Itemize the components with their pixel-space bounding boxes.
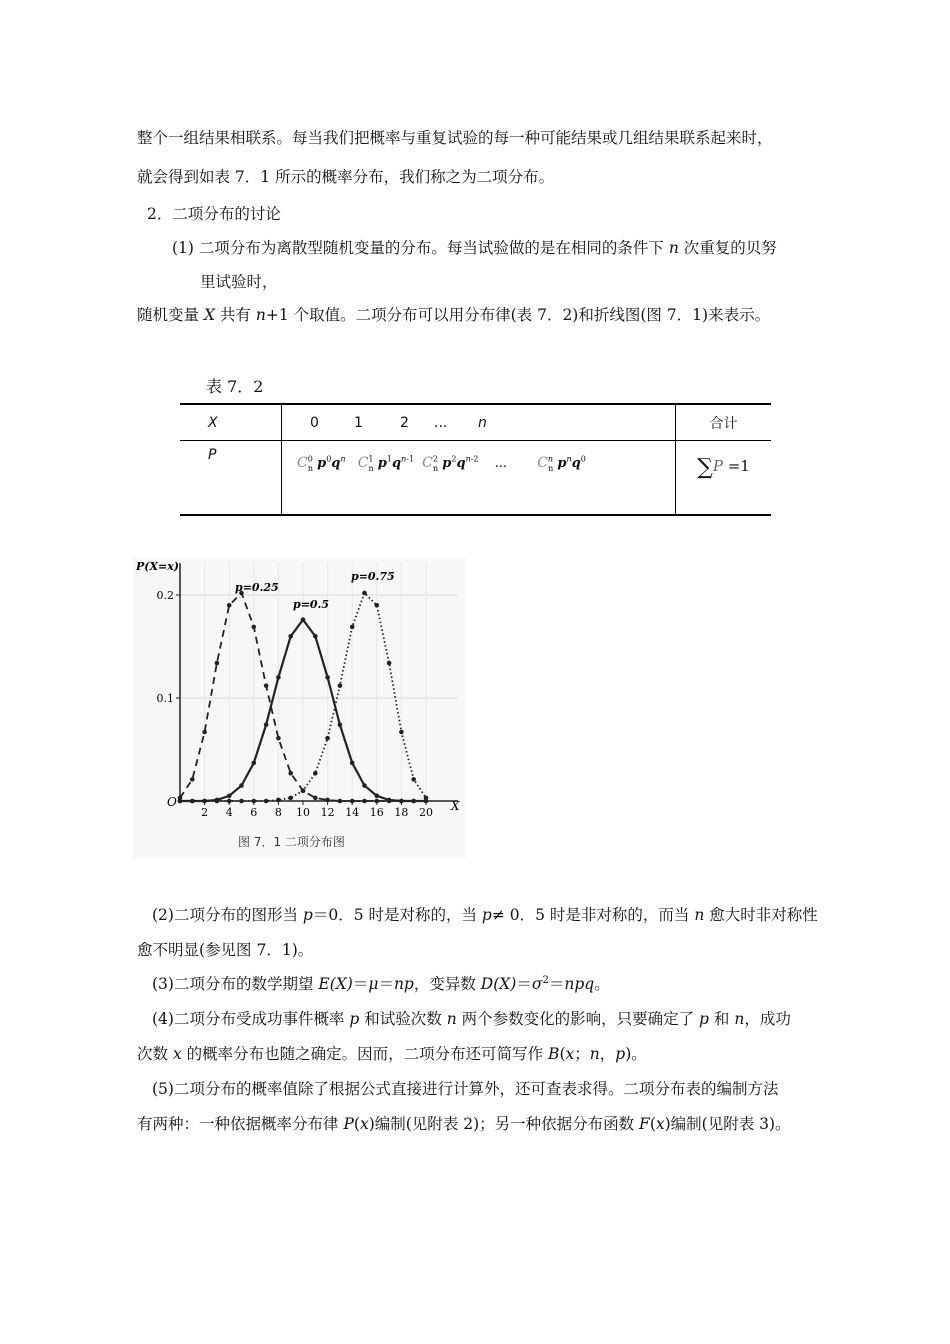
data-point	[338, 799, 343, 804]
text: ；	[574, 1045, 590, 1063]
text: 随机变量	[137, 306, 204, 324]
list-item-4	[152, 1007, 791, 1029]
data-point	[350, 799, 355, 804]
origin-label: O	[167, 795, 177, 809]
data-point	[288, 771, 293, 776]
data-point	[276, 736, 281, 741]
data-point	[276, 798, 281, 803]
data-point	[325, 675, 330, 680]
table-caption: 表 7．2	[206, 377, 264, 396]
text: 和	[708, 1010, 735, 1028]
data-point	[227, 603, 232, 608]
paragraph-line	[137, 126, 773, 148]
prob-formulas	[282, 441, 676, 516]
sum-cell	[676, 441, 772, 516]
var: E(X)	[318, 975, 353, 993]
data-point	[350, 625, 355, 630]
data-point	[252, 761, 257, 766]
x-tick-label: 18	[394, 806, 409, 819]
list-item-3	[152, 972, 610, 994]
x-axis-label: X	[451, 799, 460, 813]
data-point	[375, 799, 380, 804]
data-point	[399, 730, 404, 735]
formula-ellipsis: ...	[494, 456, 508, 472]
text: (2)二项分布的图形当	[152, 906, 303, 924]
text: ＝	[352, 975, 369, 993]
sum-var: P	[712, 457, 723, 475]
list-item-2	[152, 903, 818, 925]
text: ＝	[378, 975, 394, 993]
text: (	[353, 1115, 360, 1133]
data-point	[313, 771, 318, 776]
var: F	[639, 1115, 650, 1133]
data-point	[252, 625, 257, 630]
text: 有两种：一种依据概率分布律	[137, 1115, 344, 1133]
header-label-cell	[180, 404, 282, 441]
text: ≠ 0．5 时是非对称的，而当	[491, 906, 695, 924]
data-point	[313, 796, 318, 801]
text: )编制(见附表 2)；另一种依据分布函数	[368, 1115, 640, 1133]
text: 和试验次数	[359, 1010, 447, 1028]
y-axis-label: P(X=x)	[136, 560, 179, 573]
data-point	[264, 799, 269, 804]
data-point	[362, 591, 367, 596]
var: p	[699, 1010, 709, 1028]
list-item-1-cont	[200, 270, 278, 292]
text: 两个参数变化的影响，只要确定了	[456, 1010, 700, 1028]
x-tick-label: 6	[250, 806, 258, 819]
text: ，	[599, 1045, 616, 1063]
var: p	[349, 1010, 360, 1028]
text: ＝0．5 时是对称的，当	[312, 906, 482, 924]
data-point	[190, 777, 195, 782]
data-point	[227, 794, 232, 799]
text: 的概率分布也随之确定。因而，二项分布还可简写作	[181, 1045, 549, 1063]
var: x	[359, 1115, 369, 1133]
list-item-1	[172, 236, 777, 258]
header-value: 1	[354, 414, 363, 431]
sigma-symbol: ∑	[697, 455, 713, 480]
data-point	[301, 617, 306, 622]
data-point	[411, 777, 416, 782]
data-point	[264, 722, 269, 727]
data-point	[288, 796, 293, 801]
var: n	[446, 1010, 457, 1028]
data-point	[375, 603, 380, 608]
x-tick-label: 8	[274, 806, 282, 819]
data-point	[202, 799, 207, 804]
formula-c1: $C^1_n$ $p^1q^{n-1}$	[357, 455, 415, 473]
var: P	[343, 1115, 354, 1133]
var: n	[694, 906, 705, 924]
table-header-row	[180, 404, 771, 441]
sup: 2	[542, 974, 549, 986]
x-tick-label: 12	[320, 806, 335, 819]
header-value: 0	[310, 414, 319, 431]
text: 2．二项分布的讨论	[147, 205, 281, 223]
data-point	[338, 683, 343, 688]
text: (3)二项分布的数学期望	[152, 975, 319, 993]
var: np	[393, 975, 414, 993]
y-tick-label: 0.1	[156, 692, 174, 705]
var: n	[589, 1045, 600, 1063]
data-point	[202, 730, 207, 735]
header-value: n	[478, 414, 487, 431]
text: 愈不明显(参见图 7．1)。	[137, 941, 314, 959]
var-n: n	[668, 239, 679, 257]
text: ，成功	[744, 1010, 791, 1028]
text: (5)二项分布的概率值除了根据公式直接进行计算外，还可查表求得。二项分布表的编制方法	[152, 1080, 779, 1098]
text: ，变异数	[413, 975, 481, 993]
data-point	[239, 799, 244, 804]
data-point	[313, 634, 318, 639]
data-point	[387, 798, 392, 803]
list-item-4-cont	[137, 1042, 647, 1064]
data-point	[239, 783, 244, 788]
text: (4)二项分布受成功事件概率	[152, 1010, 350, 1028]
text: 次数	[137, 1045, 173, 1063]
text: )编制(见附表 3)。	[664, 1115, 791, 1133]
var-n: n	[255, 306, 266, 324]
data-point	[301, 788, 306, 793]
header-values-cell	[282, 404, 676, 441]
distribution-table	[180, 403, 771, 516]
text: )。	[625, 1045, 647, 1063]
var: p	[481, 906, 492, 924]
list-item-5	[152, 1077, 778, 1099]
data-point	[264, 683, 269, 688]
data-point	[375, 794, 380, 799]
text: ＝	[516, 975, 532, 993]
text: ＝	[548, 975, 565, 993]
var: p	[302, 906, 313, 924]
data-point	[424, 796, 429, 801]
var: D(X)	[480, 975, 517, 993]
data-point	[215, 661, 220, 666]
paragraph-line	[137, 303, 770, 325]
list-item-2-cont	[137, 938, 313, 960]
data-point	[190, 799, 195, 804]
legend-p05: p=0.5	[293, 598, 330, 611]
x-tick-label: 4	[225, 806, 233, 819]
data-point	[399, 799, 404, 804]
formula-cn: $C^n_n$ $p^nq^0$	[537, 455, 586, 473]
var: npq	[564, 975, 595, 993]
data-point	[362, 799, 367, 804]
var: x	[172, 1045, 182, 1063]
data-point	[215, 799, 220, 804]
x-tick-label: 20	[419, 806, 433, 819]
data-point	[325, 736, 330, 741]
data-point	[362, 783, 367, 788]
row-label: P	[208, 447, 217, 463]
x-tick-label: 2	[201, 806, 209, 819]
data-point	[178, 799, 183, 804]
var: p	[615, 1045, 626, 1063]
x-tick-label: 10	[296, 806, 310, 819]
text: 共有	[214, 306, 256, 324]
text: 。	[594, 975, 610, 993]
x-tick-label: 14	[345, 806, 360, 819]
header-value: ...	[434, 414, 448, 431]
binomial-chart	[133, 558, 465, 858]
table-prob-row	[180, 441, 771, 516]
x-tick-label: 16	[369, 806, 384, 819]
sum-eq: =1	[727, 457, 750, 475]
section-heading	[147, 202, 281, 224]
data-point	[252, 799, 257, 804]
var: n	[734, 1010, 745, 1028]
y-tick-label: 0.2	[156, 589, 174, 602]
data-point	[227, 799, 232, 804]
var: x	[565, 1045, 575, 1063]
data-point	[338, 722, 343, 727]
text: 整个一组结果相联系。每当我们把概率与重复试验的每一种可能结果或几组结果联系起来时，	[137, 129, 773, 147]
text: +1 个取值。二项分布可以用分布律(表 7．2)和折线图(图 7．1)来表示。	[265, 306, 771, 324]
formula-c0: $C^0_n$ $p^0q^n$	[297, 455, 346, 473]
var-X: X	[203, 306, 215, 324]
text: 次重复的贝努	[678, 239, 777, 257]
list-item-5-cont	[137, 1112, 791, 1134]
legend-p075: p=0.75	[351, 570, 395, 583]
data-point	[288, 634, 293, 639]
text: (	[559, 1045, 566, 1063]
text: 愈大时非对称性	[704, 906, 818, 924]
data-point	[411, 799, 416, 804]
data-point	[276, 675, 281, 680]
var: σ	[531, 975, 543, 993]
data-point	[350, 761, 355, 766]
total-label: 合计	[676, 404, 772, 441]
figure-caption: 图 7．1 二项分布图	[238, 835, 345, 849]
paragraph-line	[137, 165, 554, 187]
var: μ	[368, 975, 379, 993]
data-point	[325, 798, 330, 803]
var: x	[655, 1115, 665, 1133]
text: 里试验时，	[200, 273, 278, 291]
formula-c2: $C^2_n$ $p^2q^{n-2}$	[422, 455, 479, 473]
text: (	[649, 1115, 656, 1133]
header-value: 2	[400, 414, 409, 431]
text: (1) 二项分布为离散型随机变量的分布。每当试验做的是在相同的条件下	[172, 239, 669, 257]
legend-p025: p=0.25	[235, 581, 279, 594]
var: B	[548, 1045, 560, 1063]
header-label: X	[208, 414, 218, 431]
data-point	[387, 661, 392, 666]
text: 就会得到如表 7．1 所示的概率分布，我们称之为二项分布。	[137, 168, 555, 186]
row-label-cell	[180, 441, 282, 516]
